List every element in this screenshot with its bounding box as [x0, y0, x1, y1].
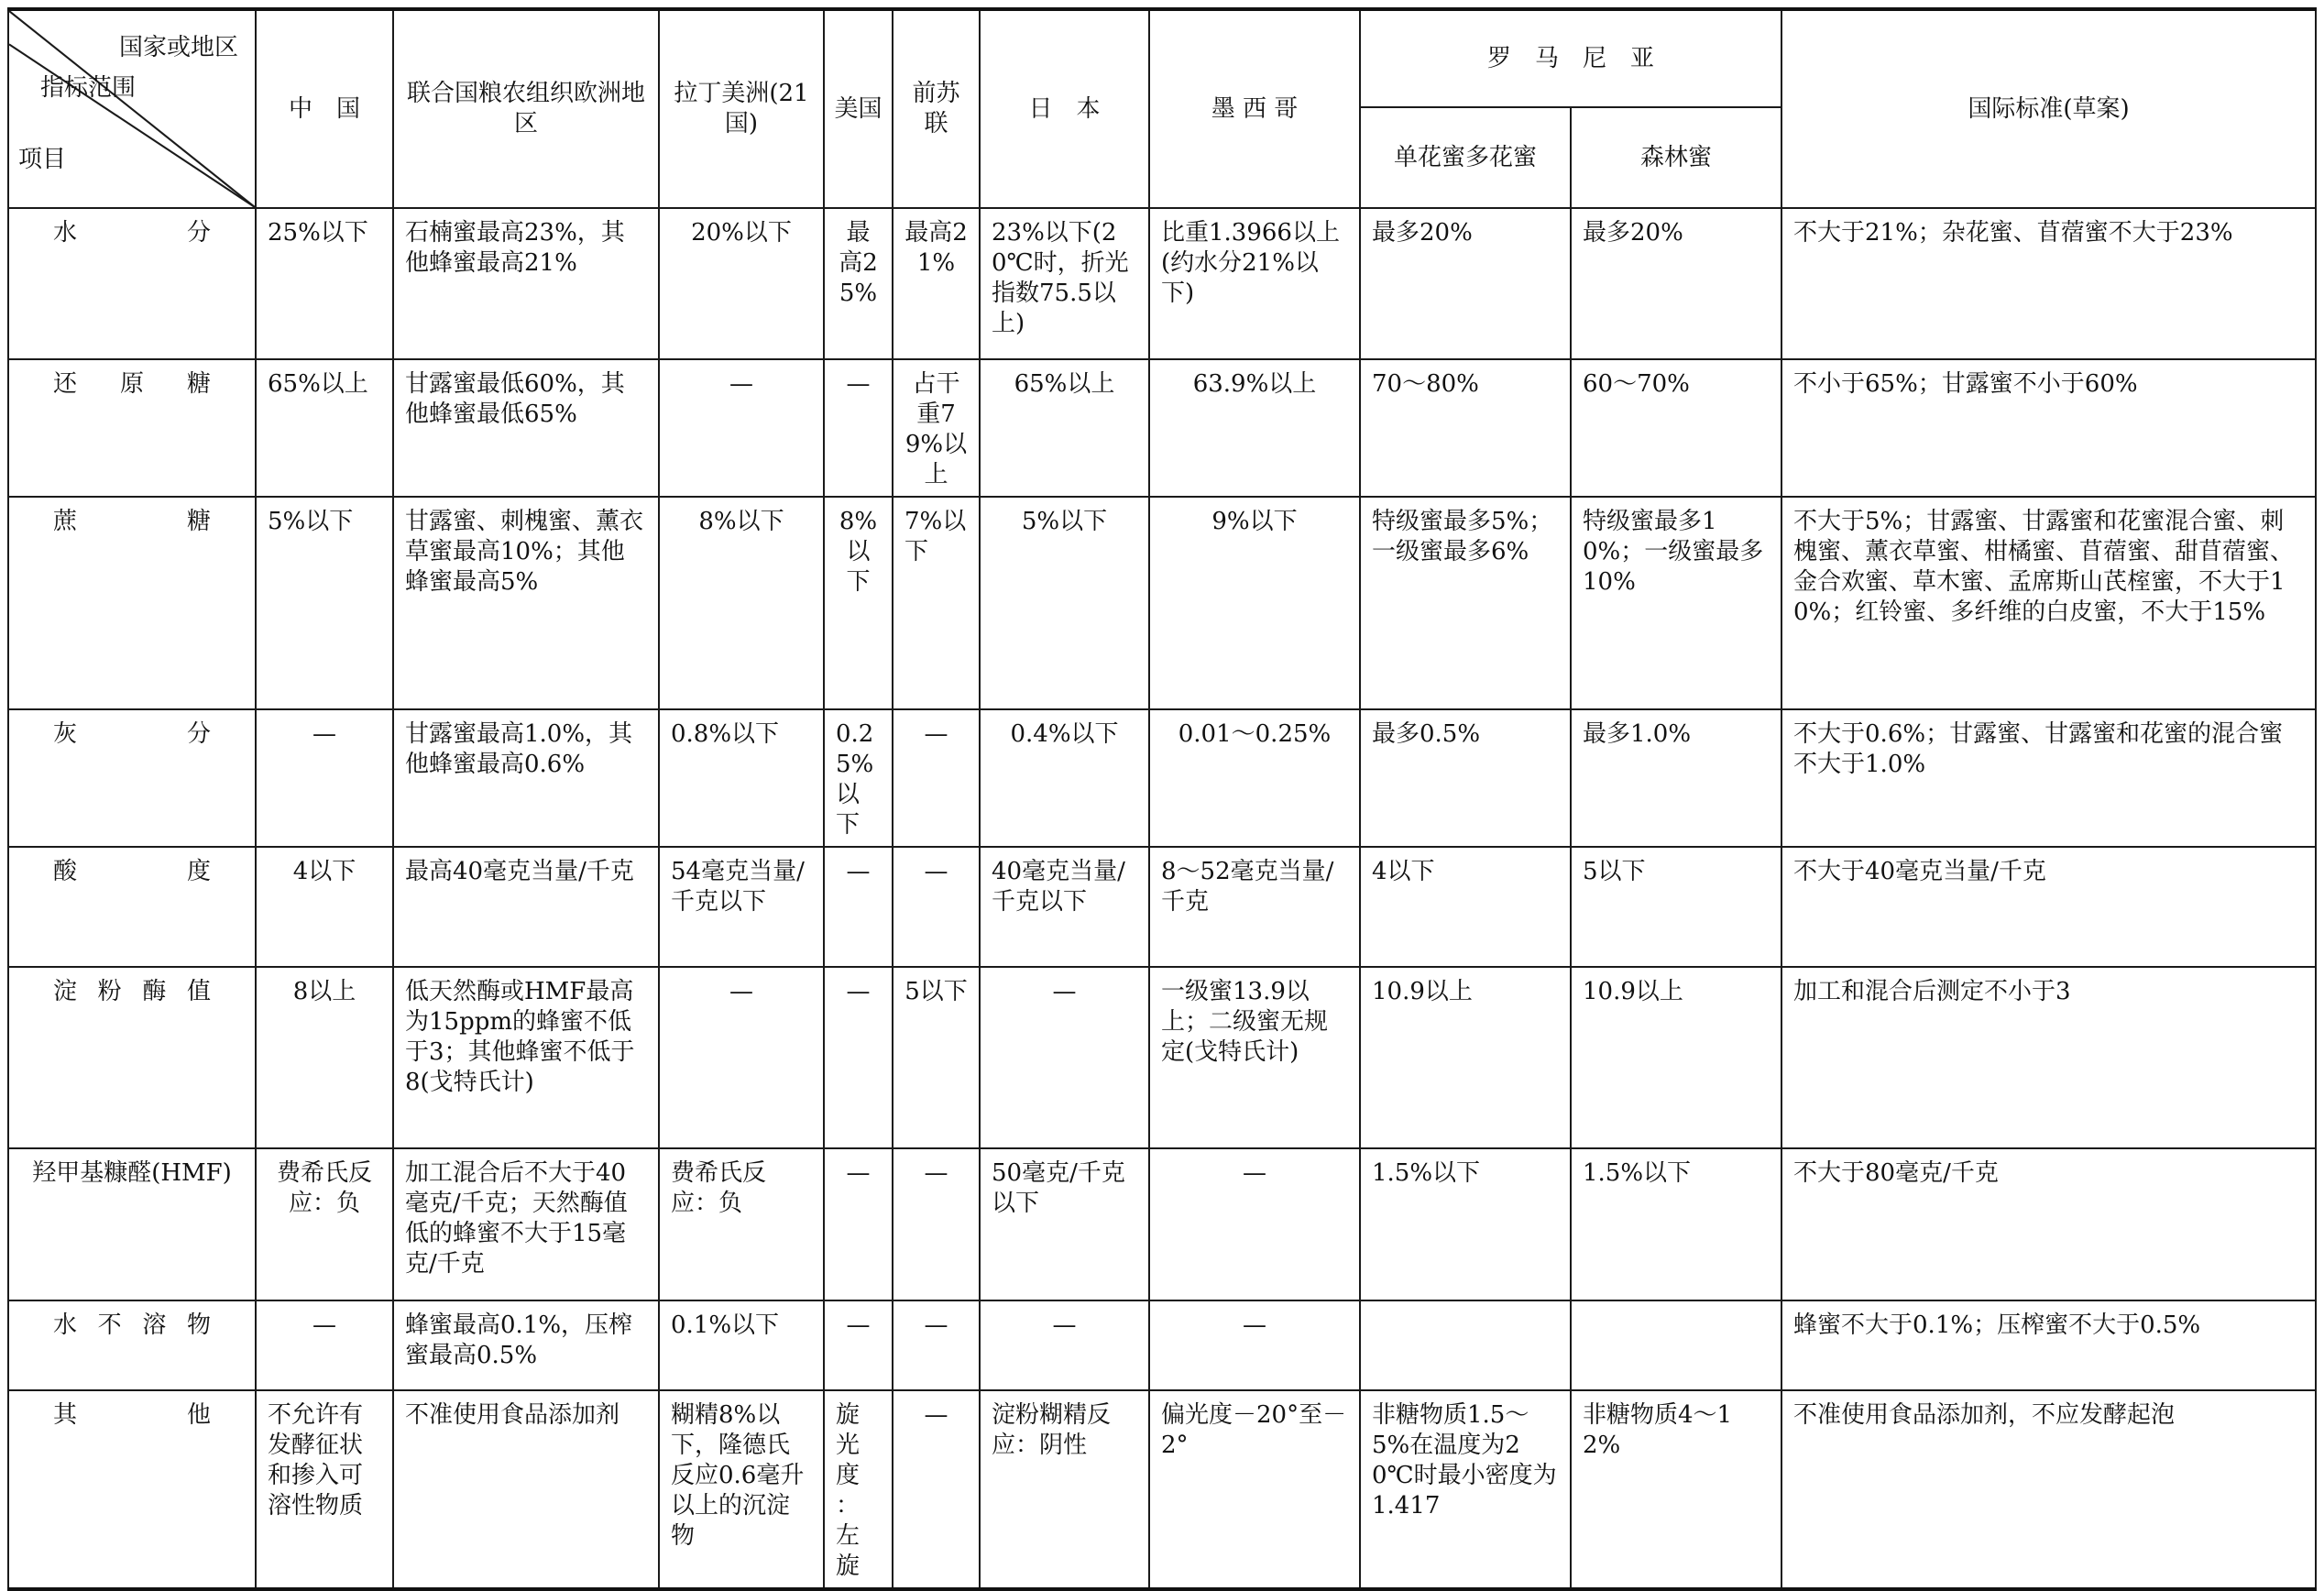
- cell-romania-mono: 70～80%: [1360, 359, 1571, 497]
- cell-romania-mono: 非糖物质1.5～5%在温度为20℃时最小密度为1.417: [1360, 1390, 1571, 1589]
- cell-romania-mono: 特级蜜最多5%；一级蜜最多6%: [1360, 497, 1571, 709]
- cell-intl: 不大于21%；杂花蜜、苜蓿蜜不大于23%: [1781, 208, 2316, 359]
- cell-usa: 最高25%: [824, 208, 893, 359]
- cell-latam: —: [659, 967, 824, 1148]
- cell-intl: 不大于80毫克/千克: [1781, 1148, 2316, 1300]
- cell-mexico: 0.01～0.25%: [1149, 709, 1360, 847]
- cell-fao: 甘露蜜、刺槐蜜、薰衣草蜜最高10%；其他蜂蜜最高5%: [393, 497, 659, 709]
- row-item-label: 水不溶物: [8, 1300, 256, 1390]
- cell-romania-forest: 特级蜜最多10%；一级蜜最多10%: [1571, 497, 1781, 709]
- row-item-label: 还原糖: [8, 359, 256, 497]
- table-row: [8, 497, 2316, 709]
- corner-header-cell: [8, 9, 256, 208]
- cell-romania-forest: 60～70%: [1571, 359, 1781, 497]
- cell-japan: —: [980, 967, 1149, 1148]
- cell-latam: —: [659, 359, 824, 497]
- table-row: [8, 709, 2316, 847]
- row-item-label: 水分: [8, 208, 256, 359]
- cell-ussr: 占干重79%以上: [893, 359, 980, 497]
- cell-ussr: —: [893, 1390, 980, 1589]
- table-row: [8, 847, 2316, 967]
- cell-fao: 甘露蜜最高1.0%，其他蜂蜜最高0.6%: [393, 709, 659, 847]
- cell-china: 8以上: [256, 967, 393, 1148]
- cell-japan: 65%以上: [980, 359, 1149, 497]
- cell-mexico: —: [1149, 1148, 1360, 1300]
- cell-japan: —: [980, 1300, 1149, 1390]
- cell-romania-forest: 非糖物质4～12%: [1571, 1390, 1781, 1589]
- cell-romania-mono: 4以下: [1360, 847, 1571, 967]
- cell-romania-mono: 10.9以上: [1360, 967, 1571, 1148]
- cell-latam: 糊精8%以下，隆德氏反应0.6毫升以上的沉淀物: [659, 1390, 824, 1589]
- cell-japan: 0.4%以下: [980, 709, 1149, 847]
- row-item-label: 其他: [8, 1390, 256, 1589]
- cell-china: 不允许有发酵征状和掺入可溶性物质: [256, 1390, 393, 1589]
- cell-fao: 蜂蜜最高0.1%，压榨蜜最高0.5%: [393, 1300, 659, 1390]
- cell-mexico: 偏光度－20°至－2°: [1149, 1390, 1360, 1589]
- cell-romania-forest: 最多20%: [1571, 208, 1781, 359]
- table-row: [8, 208, 2316, 359]
- table-row: [8, 967, 2316, 1148]
- cell-romania-mono: 最多20%: [1360, 208, 1571, 359]
- header-intl-standard: 国际标准(草案): [1781, 9, 2316, 208]
- cell-china: 4以下: [256, 847, 393, 967]
- cell-romania-forest: 最多1.0%: [1571, 709, 1781, 847]
- cell-latam: 20%以下: [659, 208, 824, 359]
- row-item-label: 灰分: [8, 709, 256, 847]
- row-item-label: 羟甲基糠醛(HMF): [8, 1148, 256, 1300]
- cell-fao: 低天然酶或HMF最高为15ppm的蜂蜜不低于3；其他蜂蜜不低于8(戈特氏计): [393, 967, 659, 1148]
- cell-mexico: 9%以下: [1149, 497, 1360, 709]
- header-romania: 罗 马 尼 亚: [1360, 9, 1781, 107]
- cell-intl: 不小于65%；甘露蜜不小于60%: [1781, 359, 2316, 497]
- cell-latam: 0.8%以下: [659, 709, 824, 847]
- cell-mexico: —: [1149, 1300, 1360, 1390]
- cell-japan: 5%以下: [980, 497, 1149, 709]
- cell-intl: 不大于40毫克当量/千克: [1781, 847, 2316, 967]
- cell-fao: 甘露蜜最低60%，其他蜂蜜最低65%: [393, 359, 659, 497]
- table-row: [8, 359, 2316, 497]
- cell-romania-forest: [1571, 1300, 1781, 1390]
- cell-romania-mono: 1.5%以下: [1360, 1148, 1571, 1300]
- cell-ussr: —: [893, 709, 980, 847]
- cell-usa: 旋光度：左旋: [824, 1390, 893, 1589]
- header-fao-europe: 联合国粮农组织欧洲地区: [393, 9, 659, 208]
- table-row: [8, 1148, 2316, 1300]
- header-latin-america: 拉丁美洲(21国): [659, 9, 824, 208]
- cell-intl: 不准使用食品添加剂，不应发酵起泡: [1781, 1390, 2316, 1589]
- cell-latam: 54毫克当量/千克以下: [659, 847, 824, 967]
- cell-usa: —: [824, 1300, 893, 1390]
- table-row: [8, 1390, 2316, 1589]
- row-item-label: 淀粉酶值: [8, 967, 256, 1148]
- cell-usa: 8%以下: [824, 497, 893, 709]
- cell-latam: 费希氏反应：负: [659, 1148, 824, 1300]
- cell-fao: 加工混合后不大于40毫克/千克；天然酶值低的蜂蜜不大于15毫克/千克: [393, 1148, 659, 1300]
- cell-china: —: [256, 1300, 393, 1390]
- header-ussr: 前苏联: [893, 9, 980, 208]
- cell-intl: 蜂蜜不大于0.1%；压榨蜜不大于0.5%: [1781, 1300, 2316, 1390]
- row-item-label: 酸度: [8, 847, 256, 967]
- header-japan: 日 本: [980, 9, 1149, 208]
- cell-fao: 石楠蜜最高23%，其他蜂蜜最高21%: [393, 208, 659, 359]
- cell-usa: —: [824, 1148, 893, 1300]
- cell-romania-forest: 1.5%以下: [1571, 1148, 1781, 1300]
- cell-usa: —: [824, 359, 893, 497]
- header-row-1: [8, 9, 2316, 107]
- header-mexico: 墨 西 哥: [1149, 9, 1360, 208]
- header-romania-forest: 森林蜜: [1571, 107, 1781, 208]
- cell-ussr: —: [893, 1148, 980, 1300]
- cell-japan: 淀粉糊精反应：阴性: [980, 1390, 1149, 1589]
- cell-china: 25%以下: [256, 208, 393, 359]
- cell-usa: —: [824, 847, 893, 967]
- cell-mexico: 63.9%以上: [1149, 359, 1360, 497]
- cell-fao: 不准使用食品添加剂: [393, 1390, 659, 1589]
- cell-romania-forest: 10.9以上: [1571, 967, 1781, 1148]
- cell-china: 费希氏反应：负: [256, 1148, 393, 1300]
- cell-usa: —: [824, 967, 893, 1148]
- cell-intl: 加工和混合后测定不小于3: [1781, 967, 2316, 1148]
- table-row: [8, 1300, 2316, 1390]
- header-usa: 美国: [824, 9, 893, 208]
- cell-romania-forest: 5以下: [1571, 847, 1781, 967]
- cell-japan: 40毫克当量/千克以下: [980, 847, 1149, 967]
- cell-mexico: 一级蜜13.9以上；二级蜜无规定(戈特氏计): [1149, 967, 1360, 1148]
- cell-mexico: 8～52毫克当量/千克: [1149, 847, 1360, 967]
- header-romania-mono: 单花蜜多花蜜: [1360, 107, 1571, 208]
- cell-ussr: —: [893, 1300, 980, 1390]
- cell-usa: 0.25%以下: [824, 709, 893, 847]
- cell-japan: 50毫克/千克以下: [980, 1148, 1149, 1300]
- cell-ussr: 7%以下: [893, 497, 980, 709]
- honey-standards-table: [7, 7, 2317, 1591]
- header-china: 中 国: [256, 9, 393, 208]
- row-item-label: 蔗糖: [8, 497, 256, 709]
- cell-ussr: 最高21%: [893, 208, 980, 359]
- cell-romania-mono: [1360, 1300, 1571, 1390]
- cell-latam: 8%以下: [659, 497, 824, 709]
- standards-table-wrapper: [7, 7, 2315, 1591]
- corner-item-label: 项目: [18, 146, 67, 173]
- cell-china: 65%以上: [256, 359, 393, 497]
- cell-mexico: 比重1.3966以上(约水分21%以下): [1149, 208, 1360, 359]
- cell-fao: 最高40毫克当量/千克: [393, 847, 659, 967]
- cell-ussr: —: [893, 847, 980, 967]
- cell-romania-mono: 最多0.5%: [1360, 709, 1571, 847]
- cell-latam: 0.1%以下: [659, 1300, 824, 1390]
- cell-ussr: 5以下: [893, 967, 980, 1148]
- cell-china: 5%以下: [256, 497, 393, 709]
- cell-china: —: [256, 709, 393, 847]
- corner-range-label: 指标范围: [40, 74, 137, 102]
- cell-japan: 23%以下(20℃时，折光指数75.5以上): [980, 208, 1149, 359]
- cell-intl: 不大于5%；甘露蜜、甘露蜜和花蜜混合蜜、刺槐蜜、薰衣草蜜、柑橘蜜、苜蓿蜜、甜苜蓿蜜、金合欢蜜、草木蜜、孟席斯山芪榁蜜，不大于10%；红铃蜜、多纤维的白皮蜜，不大于15%: [1781, 497, 2316, 709]
- cell-intl: 不大于0.6%；甘露蜜、甘露蜜和花蜜的混合蜜不大于1.0%: [1781, 709, 2316, 847]
- corner-country-label: 国家或地区: [118, 34, 238, 61]
